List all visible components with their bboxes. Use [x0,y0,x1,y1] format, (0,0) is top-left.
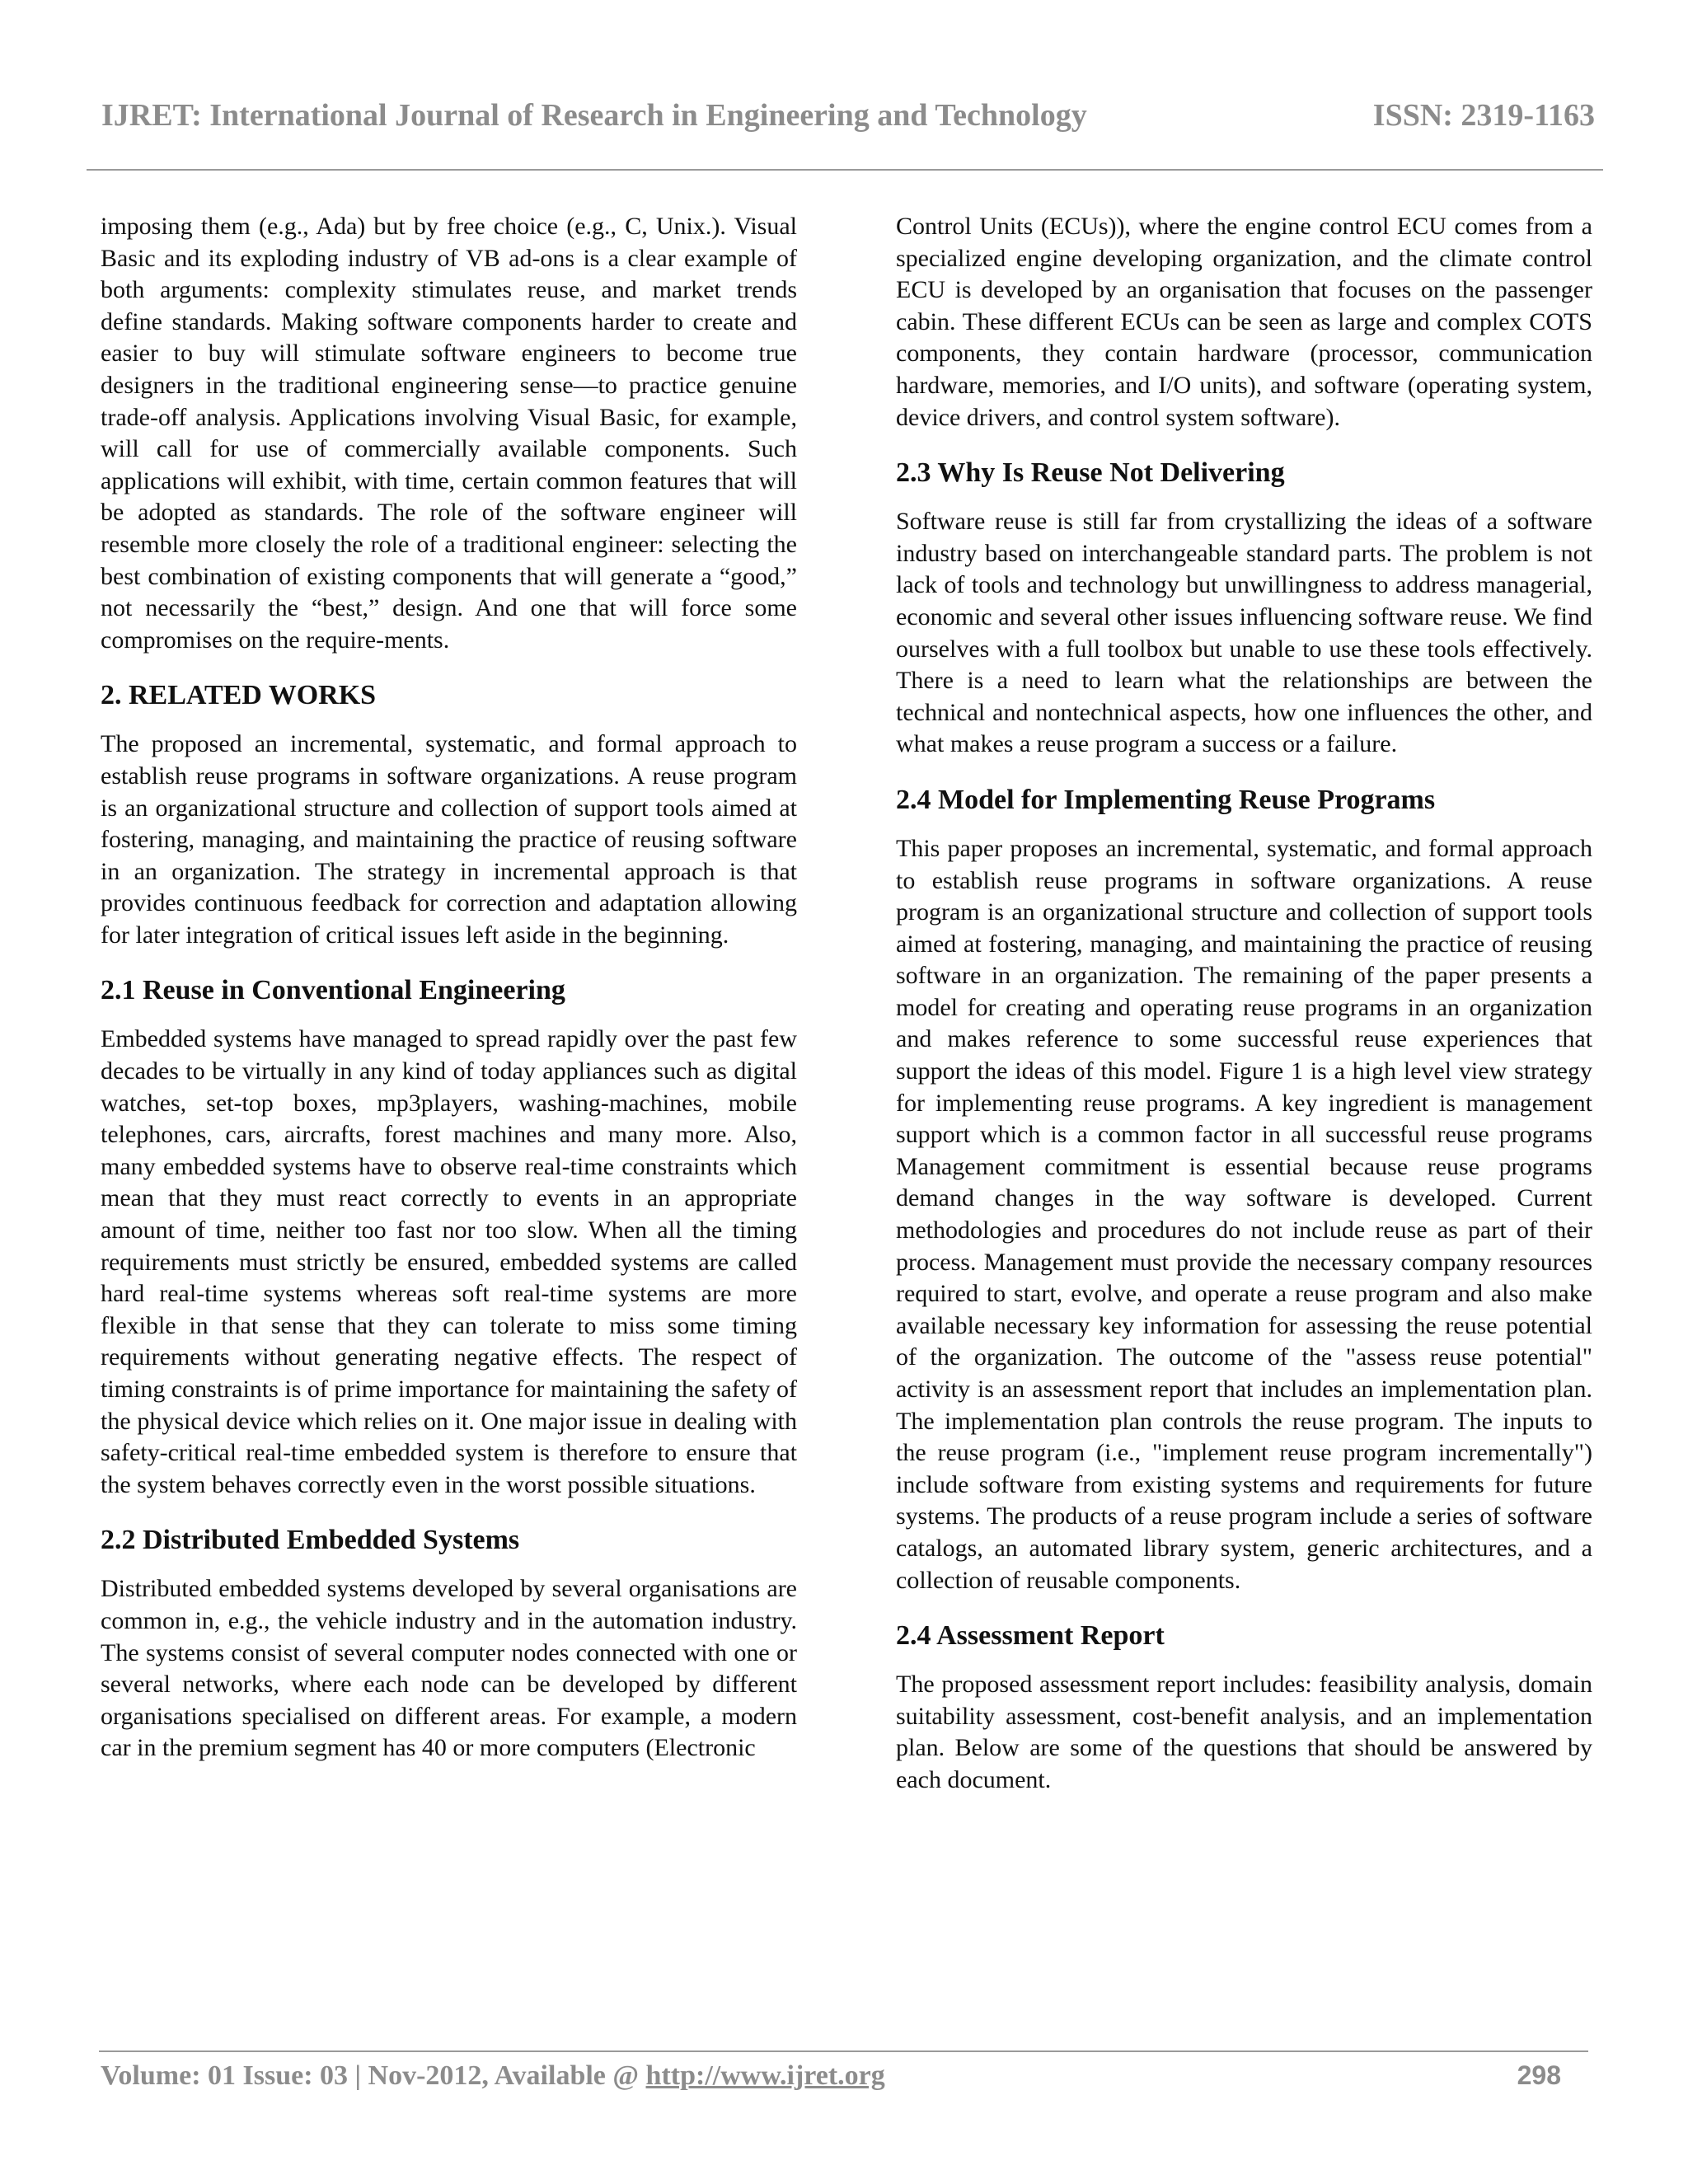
section-2-4-paragraph: This paper proposes an incremental, systematic, and formal approach to establish reuse programs in software organizations. A reuse program is an organizational structure and collection of support tools aimed at fostering, managing, and maintaining the practice of reusing software in an organization. The remaining of the paper presents a model for creating and operating reuse programs in an organization and makes reference to some successful reuse experiences that support the ideas of this model. Figure 1 is a high level view strategy for implementing reuse programs. A key ingredient is management support which is a common factor in all successful reuse programs Management commitment is essential because reuse programs demand changes in the way software is developed. Current methodologies and procedures do not include reuse as part of their process. Management must provide the necessary company resources required to start, evolve, and operate a reuse program and also make available necessary key information for assessing the reuse potential of the organization. The outcome of the "assess reuse potential" activity is an assessment report that includes an implementation plan. The implementation plan controls the reuse program. The inputs to the reuse program (i.e., "implement reuse program incrementally") include software from existing systems and requirements for future systems. The products of a reuse program include a series of software catalogs, an automated library system, generic architectures, and a collection of reusable components. [896,834,1592,1594]
left-column [101,211,797,1765]
journal-title: IJRET: International Journal of Research in Engineering and Technology [101,98,1087,133]
section-2-3-paragraph: Software reuse is still far from crystallizing the ideas of a software industry based on interchangeable standard parts. The problem is not lack of tools and technology but unwillingness to address managerial, economic and several other issues influencing software reuse. We find ourselves with a full toolbox but unable to use these tools effectively. There is a need to learn what the relationships are between the technical and nontechnical aspects, how one influences the other, and what makes a reuse program a success or a failure. [896,508,1592,758]
running-header [87,97,1595,143]
intro-paragraph: imposing them (e.g., Ada) but by free choice (e.g., C, Unix.). Visual Basic and its exploding industry of VB ad-ons is a clear example of both arguments: complexity stimulates reuse, and market trends define standards. Making software components harder to create and easier to buy will stimulate software engineers to become true designers in the traditional engineering sense—to practice genuine trade-off analysis. Applications involving Visual Basic, for example, will call for use of commercially available components. Such applications will exhibit, with time, certain common features that will be adopted as standards. The role of the software engineer will resemble more closely the role of a traditional engineer: selecting the best combination of existing components that will generate a “good,” not necessarily the “best,” design. And one that will force some compromises on the require-ments. [101,213,797,654]
volume-text: Volume: 01 Issue: 03 | Nov-2012, Available @ [101,2060,646,2091]
section-2-2-heading: 2.2 Distributed Embedded Systems [101,1525,520,1556]
running-footer [101,2060,1561,2102]
assessment-report-paragraph: The proposed assessment report includes: feasibility analysis, domain suitability assessment, cost-benefit analysis, and an implementation plan. Below are some of the questions that should be answered by each document. [896,1671,1592,1793]
assessment-report-heading: 2.4 Assessment Report [896,1620,1165,1652]
section-2-4-heading: 2.4 Model for Implementing Reuse Programs [896,784,1436,815]
page-number: 298 [1517,2060,1561,2090]
volume-info [101,2060,885,2092]
issn-number: ISSN: 2319-1163 [1372,98,1595,133]
journal-link[interactable]: http://www.ijret.org [645,2060,885,2091]
footer-divider [99,2050,1588,2052]
header-divider [87,169,1603,171]
section-2-1-heading: 2.1 Reuse in Conventional Engineering [101,975,565,1006]
section-2-3-heading: 2.3 Why Is Reuse Not Delivering [896,457,1285,489]
related-works-heading: 2. RELATED WORKS [101,680,377,711]
section-2-2-paragraph: Distributed embedded systems developed by several organisations are common in, e.g., the vehicle industry and in the automation industry. The systems consist of several computer nodes connected with one or several networks, where each node can be developed by different organisations specialised on different areas. For example, a modern car in the premium segment has 40 or more computers (Electronic [101,1575,797,1762]
continuation-paragraph: Control Units (ECUs)), where the engine control ECU comes from a specialized engine developing organization, and the climate control ECU is developed by an organisation that focuses on the passenger cabin. These different ECUs can be seen as large and complex COTS components, they contain hardware (processor, communication hardware, memories, and I/O units), and software (operating system, device drivers, and control system software). [896,213,1592,431]
section-2-1-paragraph: Embedded systems have managed to spread rapidly over the past few decades to be virtually in any kind of today appliances such as digital watches, set-top boxes, mp3players, washing-machines, mobile telephones, cars, aircrafts, forest machines and many more. Also, many embedded systems have to observe real-time constraints which mean that they must react correctly to events in an appropriate amount of time, neither too fast nor too slow. When all the timing requirements must strictly be ensured, embedded systems are called hard real-time systems whereas soft real-time systems are more flexible in that sense that they can tolerate to miss some timing requirements without generating negative effects. The respect of timing constraints is of prime importance for maintaining the safety of the physical device which relies on it. One major issue in dealing with safety-critical real-time embedded system is therefore to ensure that the system behaves correctly even in the worst possible situations. [101,1025,797,1498]
right-column [896,211,1592,1797]
related-works-paragraph: The proposed an incremental, systematic, and formal approach to establish reuse programs in software organizations. A reuse program is an organizational structure and collection of support tools aimed at fostering, managing, and maintaining the practice of reusing software in an organization. The strategy in incremental approach is that provides continuous feedback for correction and adaptation allowing for later integration of critical issues left aside in the beginning. [101,730,797,949]
